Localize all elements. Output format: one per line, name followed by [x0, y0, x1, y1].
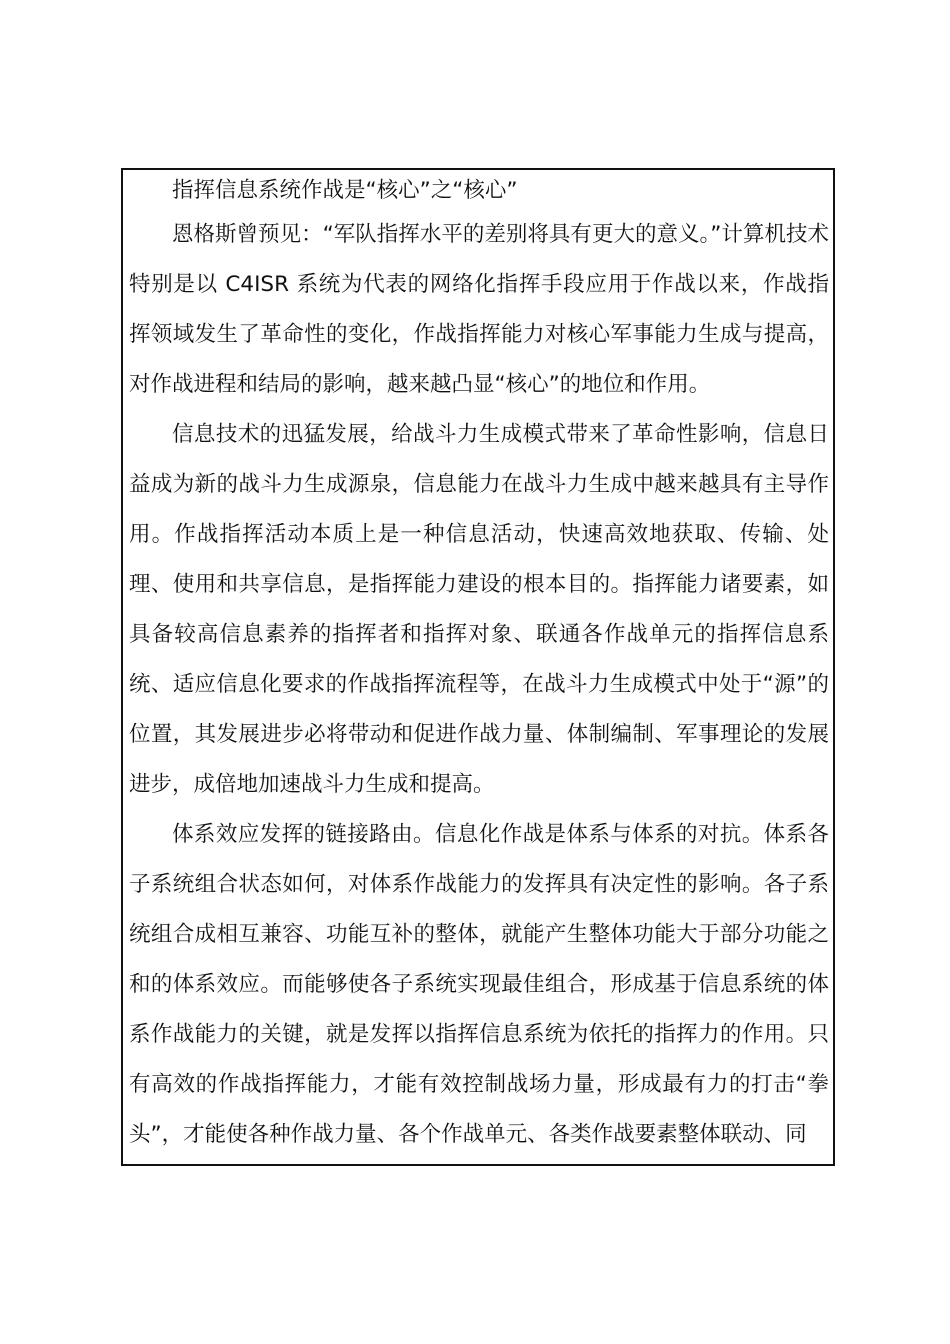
paragraph-3: 体系效应发挥的链接路由。信息化作战是体系与体系的对抗。体系各子系统组合状态如何，对体系作战能力的发挥具有决定性的影响。各子系统组合成相互兼容、功能互补的整体，就能产生整体功能大于部分功能之和的体系效应。而能够使各子系统实现最佳组合，形成基于信息系统的体系作战能力的关键，就是发挥以指挥信息系统为依托的指挥力的作用。只有高效的作战指挥能力，才能有效控制战场力量，形成最有力的打击“拳头”，才能使各种作战力量、各个作战单元、各类作战要素整体联动、同	[129, 822, 829, 1147]
paragraph-2: 信息技术的迅猛发展，给战斗力生成模式带来了革命性影响，信息日益成为新的战斗力生成源泉，信息能力在战斗力生成中越来越具有主导作用。作战指挥活动本质上是一种信息活动，快速高效地获取、传输、处理、使用和共享信息，是指挥能力建设的根本目的。指挥能力诸要素，如具备较高信息素养的指挥者和指挥对象、联通各作战单元的指挥信息系统、适应信息化要求的作战指挥流程等，在战斗力生成模式中处于“源”的位置，其发展进步必将带动和促进作战力量、体制编制、军事理论的发展进步，成倍地加速战斗力生成和提高。	[129, 422, 829, 797]
document-frame	[121, 168, 835, 1166]
section-title: 指挥信息系统作战是“核心”之“核心”	[172, 178, 518, 203]
document-body	[129, 172, 829, 1160]
paragraph-1: 恩格斯曾预见：“军队指挥水平的差别将具有更大的意义。”计算机技术特别是以 C4ISR 系统为代表的网络化指挥手段应用于作战以来，作战指挥领域发生了革命性的变化，作战指挥能力对核心军事能力生成与提高，对作战进程和结局的影响，越来越凸显“核心”的地位和作用。	[129, 222, 829, 397]
